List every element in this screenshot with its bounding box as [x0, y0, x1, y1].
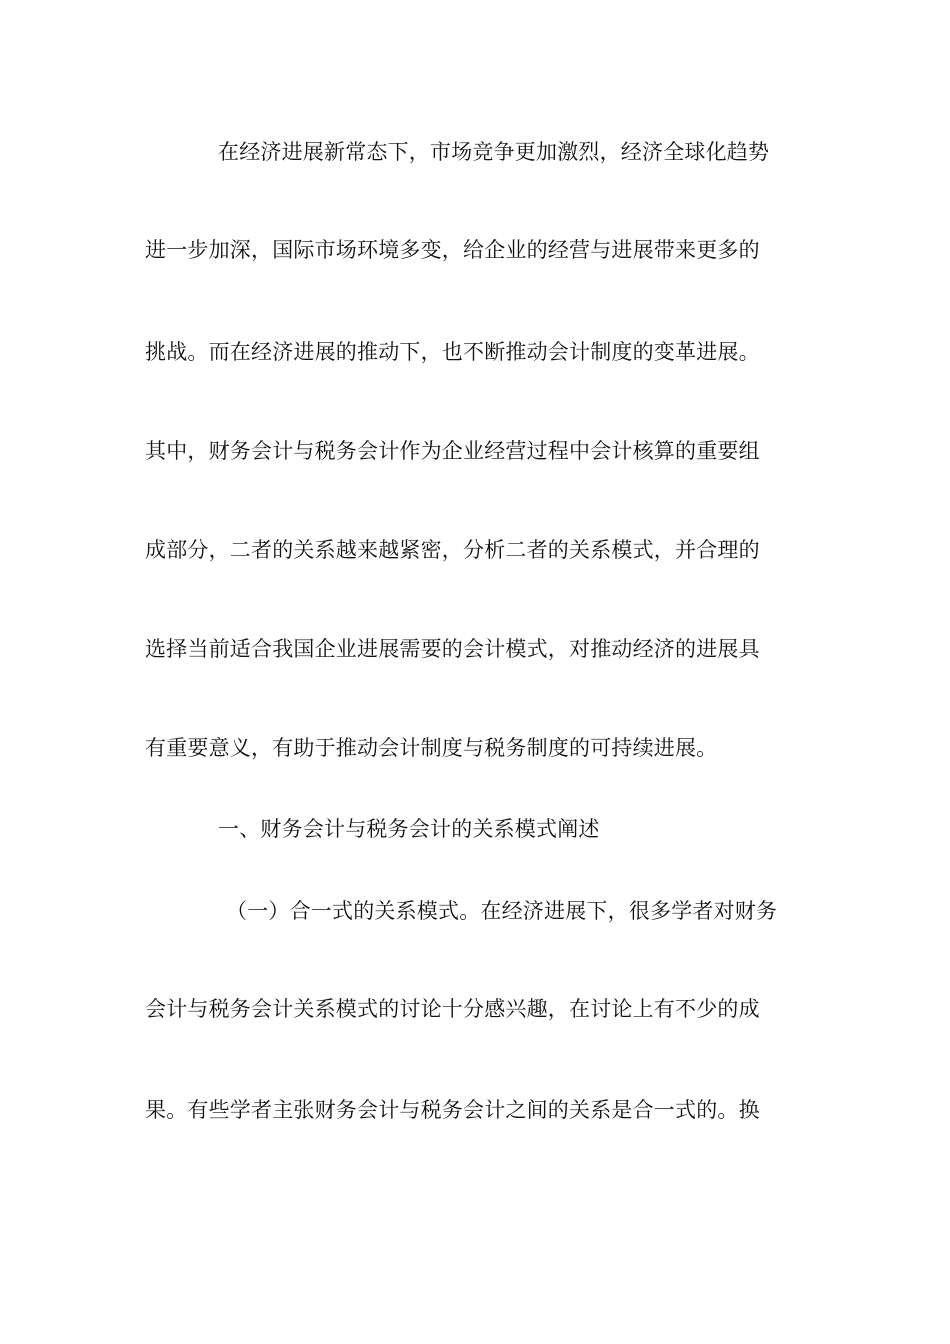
paragraph-1-line-7: 有重要意义，有助于推动会计制度与税务制度的可持续进展。 [145, 736, 718, 760]
paragraph-1-line-5: 成部分，二者的关系越来越紧密，分析二者的关系模式，并合理的 [145, 538, 760, 562]
paragraph-2-line-3: 果。有些学者主张财务会计与税务会计之间的关系是合一式的。换 [145, 1098, 760, 1122]
paragraph-1-line-6: 选择当前适合我国企业进展需要的会计模式，对推动经济的进展具 [145, 637, 760, 661]
paragraph-2-line-2: 会计与税务会计关系模式的讨论十分感兴趣，在讨论上有不少的成 [145, 997, 760, 1021]
paragraph-1-line-1: 在经济进展新常态下，市场竞争更加激烈，经济全球化趋势 [218, 140, 770, 164]
paragraph-1-line-2: 进一步加深，国际市场环境多变，给企业的经营与进展带来更多的 [145, 238, 760, 262]
paragraph-2-line-1: （一）合一式的关系模式。在经济进展下，很多学者对财务 [226, 899, 778, 923]
section-heading-1: 一、财务会计与税务会计的关系模式阐述 [218, 817, 600, 841]
paragraph-1-line-4: 其中，财务会计与税务会计作为企业经营过程中会计核算的重要组 [145, 439, 760, 463]
paragraph-1-line-3: 挑战。而在经济进展的推动下，也不断推动会计制度的变革进展。 [145, 340, 760, 364]
